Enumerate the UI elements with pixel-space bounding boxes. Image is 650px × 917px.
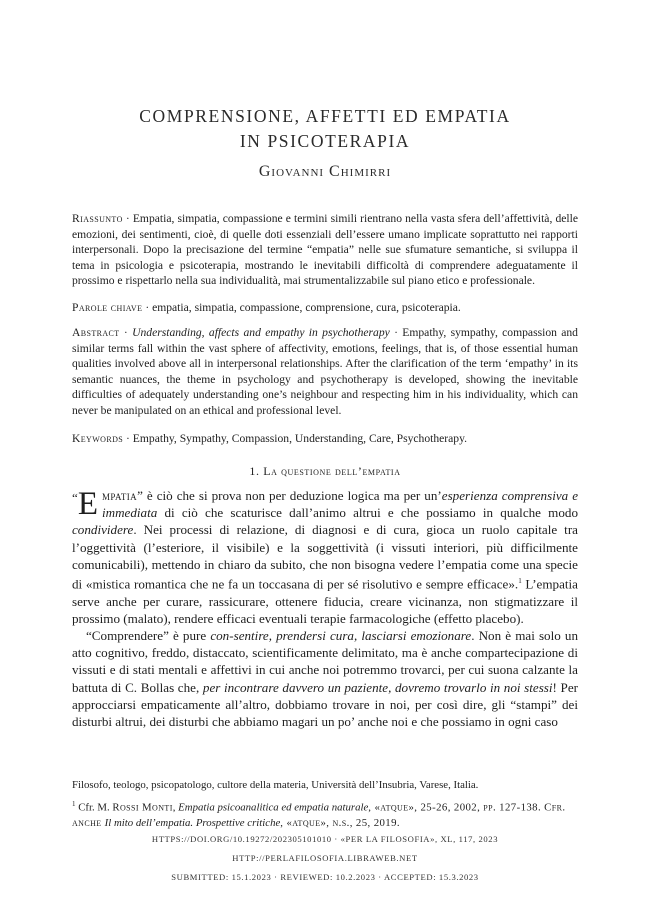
- parole-chiave-paragraph: [72, 300, 578, 316]
- body-text-run: ” è ciò che si prova non per deduzione logica ma per un’: [137, 488, 442, 503]
- body-text-run: . Non è mai solo un atto cognitivo, freddo, distaccato, scientificamente delimitato, ma è anche compartecipazione di vissuti e di stati mentali e affettivi in cui anche noi potremmo trovarci, per cui suona calzante la battuta di C. Bollas che,: [72, 627, 578, 695]
- abstract-text: · Empathy, sympathy, compassion and similar terms fall within the vast sphere of affectivity, emotions, feelings, that is, of those essential human qualities involved above all in interpersonal relationships. After the clarification of the term ‘empathy’ in its semantic nuances, the theme in psychology and psychotherapy is developed, showing the inevitable difficulties of adequately understanding one’s neighbour and respecting him in his individuality, which can never be manipulated on an ethical and professional level.: [72, 326, 578, 417]
- body-italic-run: esperienza comprensiva e immediata: [101, 488, 579, 521]
- keywords-text: · Empathy, Sympathy, Compassion, Understanding, Care, Psychotherapy.: [126, 432, 468, 445]
- abstract-title: Understanding, affects and empathy in psychotherapy: [132, 326, 390, 339]
- section-title: La questione dell’empatia: [263, 464, 401, 478]
- abstract-paragraph: [72, 325, 578, 419]
- keywords-label: Keywords: [72, 432, 124, 445]
- doi-line[interactable]: HTTPS://DOI.ORG/10.19272/202305101010 · «PER LA FILOSOFIA», XL, 117, 2023: [151, 834, 499, 844]
- abstract-separator: ·: [119, 326, 133, 339]
- body-text-run: ! Per approcciarsi empaticamente all’altro, dobbiamo trovare in noi, per così dire, gli “stampi” dei disturbi altrui, dei disturbi che abbiamo magari un po’ anche noi e che possiamo in ogni caso: [72, 679, 578, 729]
- body-paragraph-1: [72, 487, 578, 627]
- body-italic-run: per incontrare davvero un paziente, dovremo trovarlo in noi stessi: [202, 679, 553, 695]
- footnote-1: [72, 797, 578, 831]
- section-heading: [72, 464, 578, 479]
- open-quote: “: [72, 490, 78, 505]
- footnote-text-run: , «atque», n.s., 25, 2019.: [280, 816, 400, 829]
- title-line-1: COMPRENSIONE, AFFETTI ED EMPATIA: [139, 106, 511, 126]
- drop-cap: E: [77, 486, 98, 522]
- parole-chiave-label: Parole chiave: [72, 301, 143, 314]
- body-text-run: L’empatia serve anche per curare, rassicurare, ottenere fiducia, creare vicinanza, non stigmatizzare il prossimo (malato), rendere efficaci eventuali terapie farmacologiche (effetto placebo).: [72, 576, 578, 626]
- footnote-text-run: Cfr. M.: [78, 801, 113, 814]
- section-number: 1.: [249, 464, 260, 478]
- body-paragraph-2: [72, 627, 578, 730]
- journal-url[interactable]: HTTP://PERLAFILOSOFIA.LIBRAWEB.NET: [232, 853, 418, 863]
- riassunto-label: Riassunto: [72, 212, 123, 225]
- footnote-1-number: 1: [72, 800, 76, 808]
- footnote-italic-run: Il mito dell’empatia. Prospettive critiche: [104, 816, 281, 829]
- footnote-italic-run: Empatia psicoanalitica ed empatia naturale: [178, 801, 369, 814]
- footnote-text-run: ,: [172, 801, 179, 814]
- body-text-run: “Comprendere” è pure: [86, 627, 211, 643]
- footnote-text-run: , «atque», 25-26, 2002, pp. 127-138. Cfr. anche: [72, 801, 566, 829]
- body-italic-run: condividere: [72, 522, 134, 538]
- footnote-author: Rossi Monti: [112, 801, 173, 814]
- footnote-ref-1[interactable]: 1: [518, 577, 522, 586]
- affiliation-footnote: Filosofo, teologo, psicopatologo, cultore della materia, Università dell’Insubria, Varese, Italia.: [72, 779, 479, 791]
- first-word-smallcaps: mpatia: [101, 488, 138, 503]
- body-text: [72, 487, 578, 730]
- author-name: Giovanni Chimirri: [258, 163, 392, 180]
- riassunto-paragraph: [72, 211, 578, 289]
- title-line-2: IN PSICOTERAPIA: [239, 131, 411, 151]
- body-text-run: . Nei processi di relazione, di diagnosi e di cura, gioca un ruolo capitale tra l’oggettività (l’esteriore, il visibile) e la soggettività (i vissuti interiori, più difficilmente comunicabili), mettendo in chiaro da subito, che non bisogna vedere l’empatia come una specie di «mistica romantica che ne fa un toccasana di per sé risolutivo e sempre efficace».: [72, 522, 578, 592]
- parole-chiave-text: · empatia, simpatia, compassione, comprensione, cura, psicoterapia.: [145, 301, 461, 314]
- riassunto-text: · Empatia, simpatia, compassione e termini simili rientrano nella vasta sfera dell’affettività, delle emozioni, dei sentimenti, cioè, di quelle doti essenziali dell’essere umano implicate soprattutto nei rapporti interpersonali. Dopo la precisazione del termine “empatia” nelle sue sfumature semantiche, si sviluppa il tema in psicologia e psicoterapia, mostrando le inevitabili difficoltà di comprendere adeguatamente il prossimo e rispettarlo nella sua individualità, mai strumentalizzabile sul piano etico e professionale.: [72, 212, 578, 288]
- abstract-label: Abstract: [72, 326, 120, 339]
- body-italic-run: con-sentire, prendersi cura, lasciarsi emozionare: [210, 627, 472, 643]
- submission-dates: SUBMITTED: 15.1.2023 · REVIEWED: 10.2.2023 · ACCEPTED: 15.3.2023: [171, 872, 479, 882]
- article-title: [72, 104, 578, 154]
- keywords-paragraph: [72, 431, 578, 447]
- body-text-run: di ciò che scaturisce dall’animo altrui e che possiamo in qualche modo: [157, 505, 578, 521]
